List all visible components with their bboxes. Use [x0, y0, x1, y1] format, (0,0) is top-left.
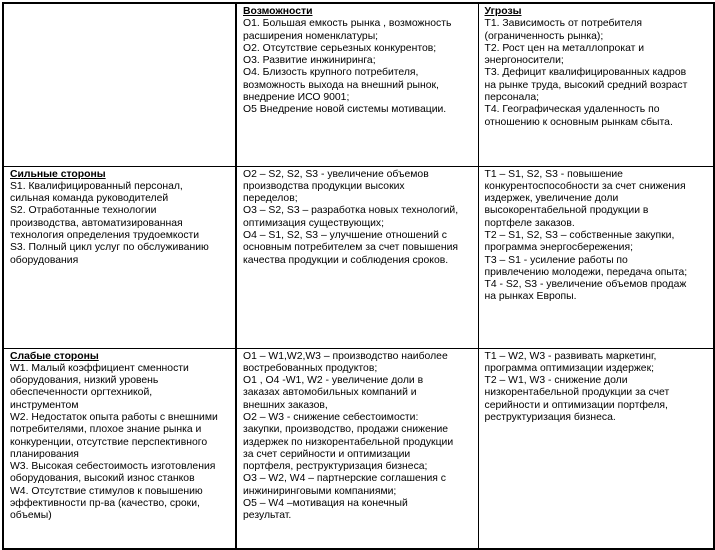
wo-strategy-line: закупки, производство, продажи снижение: [243, 424, 449, 436]
threat-line: на рынке труда, высокий средний возраст: [484, 79, 688, 91]
so-strategy-line: качества продукции и соблюдения сроков.: [243, 254, 449, 266]
weakness-line: W3. Высокая себестоимость изготовления: [10, 461, 216, 473]
threat-line: персонала;: [484, 92, 540, 104]
strengths-cell: [3, 166, 236, 348]
wo-strategy-line: результат.: [243, 510, 292, 522]
opportunity-line: О2. Отсутствие серьезных конкурентов;: [243, 42, 437, 54]
wt-strategy-line: низкорентабельной продукции за счет: [484, 387, 670, 399]
header-row: [3, 3, 714, 166]
weakness-line: оборудования, высокий износ станков: [10, 473, 195, 485]
st-strategy-line: Т4 - S2, S3 - увеличение объемов продаж: [484, 279, 687, 291]
st-strategy-line: Т2 – S1, S2, S3 – собственные закупки,: [484, 229, 675, 241]
strength-line: производства, автоматизированная: [10, 217, 183, 229]
weaknesses-row: [3, 348, 714, 549]
threat-line: (ограниченность рынка);: [484, 30, 604, 42]
strength-line: технология определения трудоемкости: [10, 229, 200, 241]
st-strategies-cell: [478, 166, 714, 348]
so-strategy-line: основным потребителем за счет повышения: [243, 242, 459, 254]
wt-strategies-cell: [478, 348, 714, 549]
so-strategy-line: переделов;: [243, 193, 298, 205]
weakness-line: объемы): [10, 510, 52, 522]
wt-strategy-line: Т2 – W1, W3 - снижение доли: [484, 375, 628, 387]
so-strategy-line: производства продукции высоких: [243, 180, 405, 192]
threat-line: отношению к основным рынкам сбыта.: [484, 116, 673, 128]
opportunity-line: внедрение ИСО 9001;: [243, 92, 350, 104]
threat-line: Т4. Географическая удаленность по: [484, 104, 660, 116]
wo-strategy-line: портфеля, реструктуризация бизнеса;: [243, 461, 428, 473]
strength-line: S1. Квалифицированный персонал,: [10, 180, 183, 192]
strengths-title: Сильные стороны: [10, 168, 106, 180]
wo-strategy-line: заказах автомобильных компаний и: [243, 387, 417, 399]
wo-strategy-line: за счет серийности и оптимизации: [243, 448, 411, 460]
wo-strategy-line: О5 – W4 –мотивация на конечный: [243, 498, 408, 510]
st-strategy-line: Т3 – S1 - усиление работы по: [484, 254, 628, 266]
weakness-line: инструментом: [10, 399, 79, 411]
wo-strategies-cell: [236, 348, 478, 549]
st-strategy-line: высокорентабельной продукции в: [484, 205, 649, 217]
threat-line: Т3. Дефицит квалифицированных кадров: [484, 67, 687, 79]
so-strategies-cell: [236, 166, 478, 348]
st-strategy-line: на рынках Европы.: [484, 291, 577, 303]
st-strategy-line: программа энергосбережения;: [484, 242, 633, 254]
wo-strategy-line: издержек по низкорентабельной продукции: [243, 436, 454, 448]
st-strategy-line: издержек, увеличение доли: [484, 193, 619, 205]
weakness-line: W4. Отсутствие стимулов к повышению: [10, 485, 203, 497]
opportunities-cell: [236, 3, 478, 166]
opportunity-line: О4. Близость крупного потребителя,: [243, 67, 419, 79]
wt-strategy-line: Т1 – W2, W3 - развивать маркетинг,: [484, 350, 657, 362]
weakness-line: W2. Недостаток опыта работы с внешними: [10, 411, 218, 423]
strength-line: сильная команда руководителей: [10, 193, 169, 205]
opportunity-line: О1. Большая емкость рынка , возможность: [243, 18, 452, 30]
weakness-line: W1. Малый коэффициент сменности: [10, 362, 189, 374]
threats-title: Угрозы: [484, 6, 522, 17]
wo-strategy-line: О3 – W2, W4 – партнерские соглашения с: [243, 473, 446, 485]
weakness-line: оборудования, низкий уровень: [10, 375, 159, 387]
wo-strategy-line: О1 , О4 -W1, W2 - увеличение доли в: [243, 375, 424, 387]
wt-strategy-line: программа оптимизации издержек;: [484, 362, 655, 374]
strength-line: оборудования: [10, 254, 79, 266]
wo-strategy-line: О1 – W1,W2,W3 – производство наиболее: [243, 350, 448, 362]
wt-strategy-line: реструктуризация бизнеса.: [484, 411, 616, 423]
threat-line: энергоносители;: [484, 55, 564, 67]
so-strategy-line: О2 – S2, S2, S3 - увеличение объемов: [243, 168, 429, 180]
opportunity-line: О5 Внедрение новой системы мотивации.: [243, 104, 447, 116]
weaknesses-cell: [3, 348, 236, 549]
opportunity-line: О3. Развитие инжиниринга;: [243, 55, 376, 67]
wo-strategy-line: востребованных продуктов;: [243, 362, 378, 374]
so-strategy-line: оптимизация существующих;: [243, 217, 384, 229]
st-strategy-line: привлечению молодежи, передача опыта;: [484, 266, 688, 278]
empty-corner-cell: [3, 3, 236, 166]
strength-line: S2. Отработанные технологии: [10, 205, 157, 217]
wt-strategy-line: серийности и оптимизации портфеля,: [484, 399, 668, 411]
st-strategy-line: портфеле заказов.: [484, 217, 575, 229]
threats-cell: [478, 3, 714, 166]
weakness-line: эффективности пр-ва (качество, сроки,: [10, 498, 200, 510]
weakness-line: конкуренции, отсутствие перспективного: [10, 436, 208, 448]
opportunity-line: расширения номенклатуры;: [243, 30, 379, 42]
weakness-line: потребителями, плохое знание рынка и: [10, 424, 202, 436]
st-strategy-line: конкурентоспособности за счет снижения: [484, 180, 686, 192]
wo-strategy-line: О2 – W3 - снижение себестоимости:: [243, 411, 419, 423]
threat-line: Т1. Зависимость от потребителя: [484, 18, 643, 30]
so-strategy-line: О4 – S1, S2, S3 – улучшение отношений с: [243, 229, 447, 241]
strength-line: S3. Полный цикл услуг по обслуживанию: [10, 242, 209, 254]
so-strategy-line: О3 – S2, S3 – разработка новых технологий,: [243, 205, 459, 217]
opportunity-line: возможность выхода на внешний рынок,: [243, 79, 439, 91]
opportunities-title: Возможности: [243, 6, 313, 17]
strengths-row: [3, 166, 714, 348]
swot-table: [2, 2, 715, 550]
weakness-line: планирования: [10, 448, 79, 460]
wo-strategy-line: внешних заказов,: [243, 399, 328, 411]
threat-line: Т2. Рост цен на металлопрокат и: [484, 42, 645, 54]
weakness-line: обеспеченности оргтехникой,: [10, 387, 153, 399]
weaknesses-title: Слабые стороны: [10, 350, 99, 362]
wo-strategy-line: инжиниринговыми компаниями;: [243, 485, 397, 497]
st-strategy-line: Т1 – S1, S2, S3 - повышение: [484, 168, 623, 180]
